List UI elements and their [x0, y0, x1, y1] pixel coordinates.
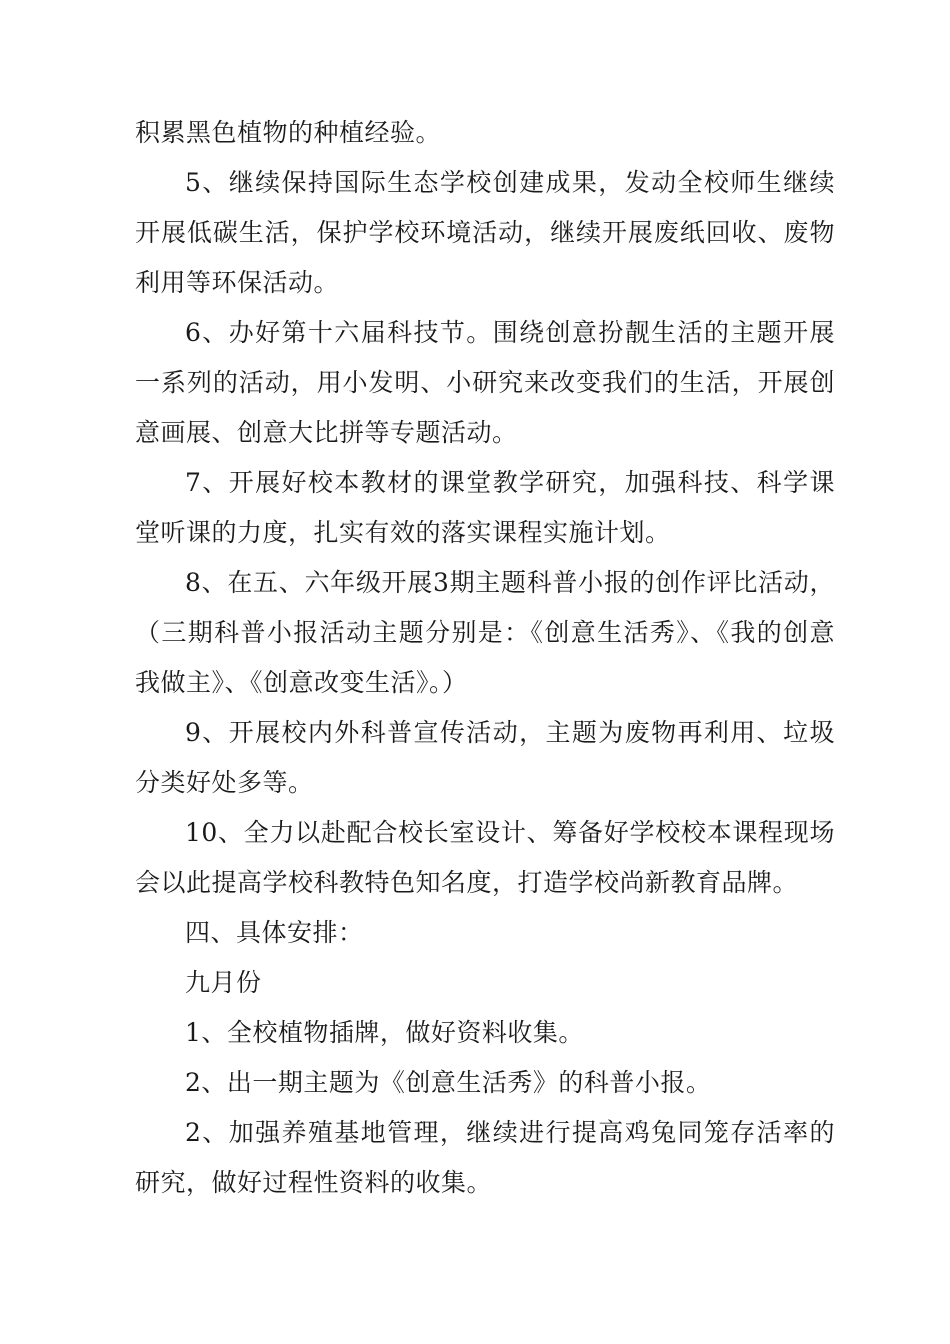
- document-body: [135, 108, 835, 1208]
- schedule-item-3: 2、加强养殖基地管理，继续进行提高鸡兔同笼存活率的研究，做好过程性资料的收集。: [135, 1118, 835, 1197]
- schedule-item-2: 2、出一期主题为《创意生活秀》的科普小报。: [185, 1068, 712, 1097]
- paragraph-item-5: 5、继续保持国际生态学校创建成果，发动全校师生继续开展低碳生活，保护学校环境活动，继续开展废纸回收、废物利用等环保活动。: [135, 168, 835, 297]
- paragraph-item-7: 7、开展好校本教材的课堂教学研究，加强科技、科学课堂听课的力度，扎实有效的落实课程实施计划。: [135, 468, 835, 547]
- paragraph-item-8: 8、在五、六年级开展3期主题科普小报的创作评比活动，（三期科普小报活动主题分别是：《创意生活秀》、《我的创意我做主》、《创意改变生活》。）: [135, 568, 835, 697]
- paragraph-item-9: 9、开展校内外科普宣传活动，主题为废物再利用、垃圾分类好处多等。: [135, 718, 835, 797]
- schedule-item-1: 1、全校植物插牌，做好资料收集。: [185, 1018, 584, 1047]
- section-heading: 四、具体安排：: [185, 918, 364, 947]
- paragraph-item-10: 10、全力以赴配合校长室设计、筹备好学校校本课程现场会以此提高学校科教特色知名度，打造学校尚新教育品牌。: [135, 818, 835, 897]
- month-heading: 九月份: [185, 968, 262, 997]
- paragraph-item-6: 6、办好第十六届科技节。围绕创意扮靓生活的主题开展一系列的活动，用小发明、小研究来改变我们的生活，开展创意画展、创意大比拼等专题活动。: [135, 318, 835, 447]
- paragraph-continuation: 积累黑色植物的种植经验。: [135, 118, 442, 147]
